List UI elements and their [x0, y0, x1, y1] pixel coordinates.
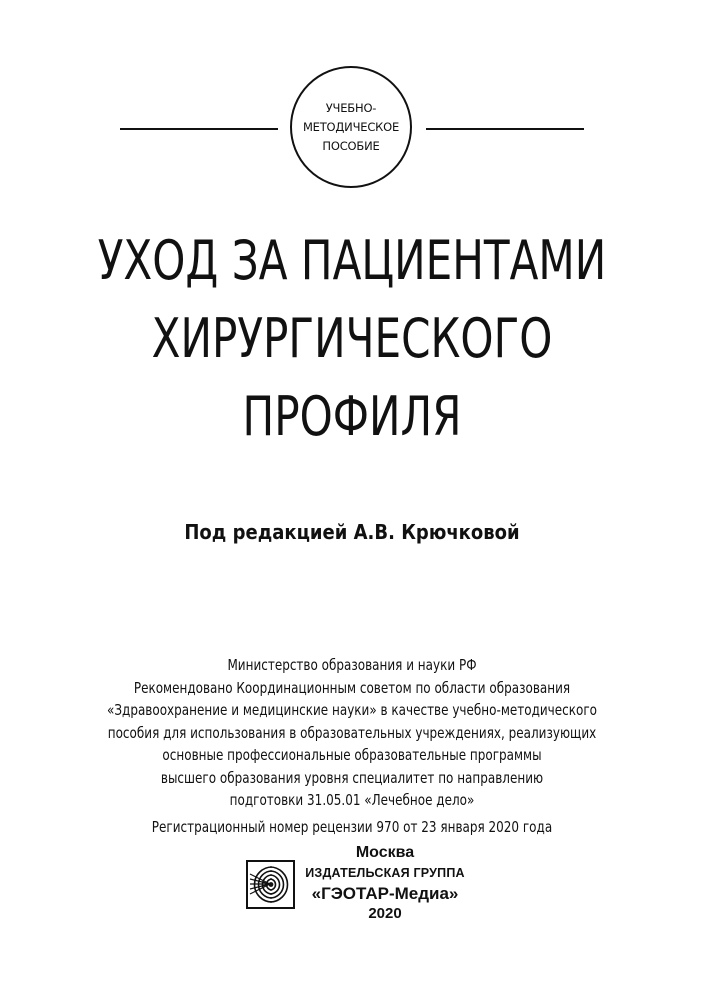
title-line: ХИРУРГИЧЕСКОГО: [151, 307, 553, 370]
approval-line: подготовки 31.05.01 «Лечебное дело»: [229, 791, 475, 809]
geotar-logo-icon: [246, 860, 295, 909]
publisher-city: Москва: [355, 844, 415, 861]
publisher-name: «ГЭОТАР-Медиа»: [311, 884, 459, 903]
approval-line: высшего образования уровня специалитет по направлению: [160, 768, 544, 787]
publication-type-badge: [290, 66, 412, 188]
decorative-rule-left: [120, 128, 278, 130]
book-title: [77, 222, 626, 456]
approval-line: пособия для использования в образовательных учреждениях, реализующих: [107, 723, 597, 742]
publication-year: 2020: [368, 905, 402, 922]
publisher-group: ИЗДАТЕЛЬСКАЯ ГРУППА: [305, 866, 465, 880]
badge-line: МЕТОДИЧЕСКОЕ: [302, 119, 400, 134]
title-line: ПРОФИЛЯ: [242, 385, 462, 448]
badge-line: ПОСОБИЕ: [322, 138, 380, 153]
approval-line: основные профессиональные образовательные программы: [162, 746, 542, 764]
badge-line: УЧЕБНО-: [325, 100, 377, 115]
approval-line: Рекомендовано Координационным советом по области образования: [133, 678, 571, 697]
title-line: УХОД ЗА ПАЦИЕНТАМИ: [97, 229, 607, 292]
registration-number: Регистрационный номер рецензии 970 от 23 января 2020 года: [151, 817, 553, 836]
editor-credit: Под редакцией А.В. Крючковой: [184, 520, 520, 544]
decorative-rule-right: [426, 128, 584, 130]
approval-statement: [70, 654, 633, 838]
approval-line: Министерство образования и науки РФ: [227, 656, 477, 674]
publisher-block: [246, 843, 466, 923]
approval-line: «Здравоохранение и медицинские науки» в качестве учебно-методического: [107, 701, 597, 719]
